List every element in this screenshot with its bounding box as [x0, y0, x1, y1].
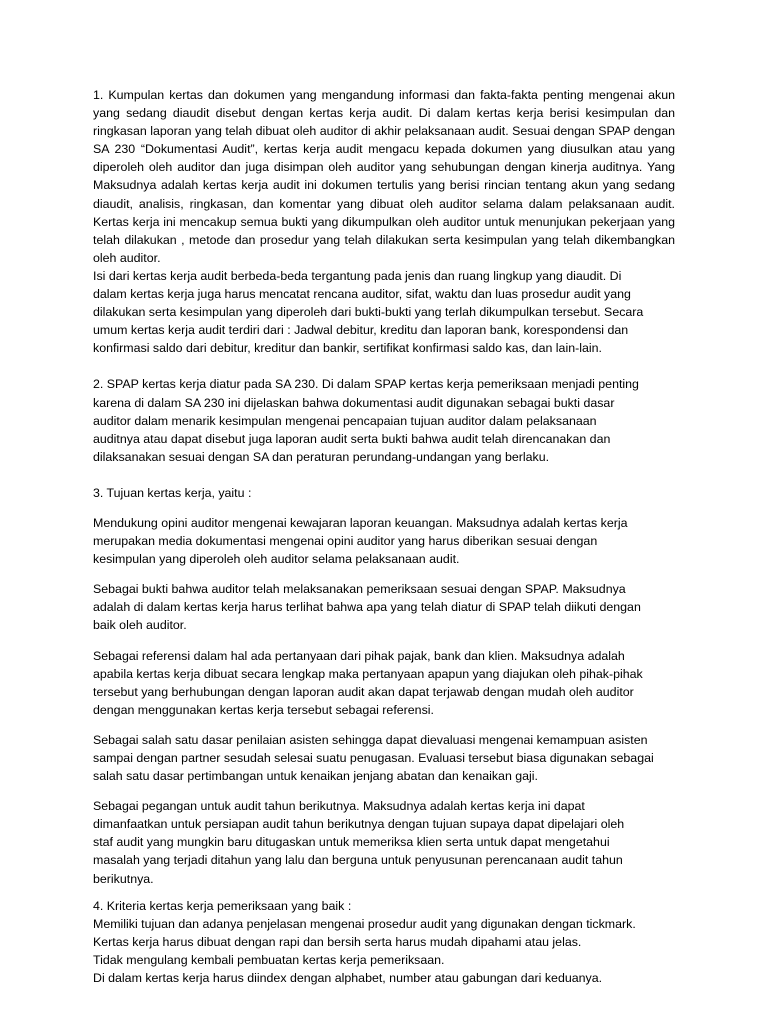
text-line: sampai dengan partner sesudah selesai suatu penugasan. Evaluasi tersebut biasa digunakan sebagai [93, 751, 654, 765]
text-line: adalah di dalam kertas kerja harus terlihat bahwa apa yang telah diatur di SPAP telah diikuti dengan [93, 600, 641, 615]
text-line: Sebagai bukti bahwa auditor telah melaksanakan pemeriksaan sesuai dengan SPAP. Maksudnya [93, 582, 626, 597]
text-line: Isi dari kertas kerja audit berbeda-beda tergantung pada jenis dan ruang lingkup yang diaudit. Di [93, 268, 622, 283]
objective-item [93, 580, 675, 634]
text-line: auditnya atau dapat disebut juga laporan audit serta bukti bahwa audit telah direncanakan dan [93, 431, 611, 446]
text-line: auditor dalam menarik kesimpulan mengenai pencapaian tujuan auditor dalam pelaksanaan [93, 413, 597, 428]
section-4 [93, 897, 675, 987]
objective-item [93, 797, 675, 887]
objective-item [93, 731, 675, 785]
text-line: Sebagai referensi dalam hal ada pertanyaan dari pihak pajak, bank dan klien. Maksudnya adalah [93, 648, 625, 663]
text-line: kesimpulan yang diperoleh oleh auditor selama pelaksanaan audit. [93, 552, 460, 567]
section-heading: 3. Tujuan kertas kerja, yaitu : [93, 485, 252, 500]
text-line: Memiliki tujuan dan adanya penjelasan mengenai prosedur audit yang digunakan dengan tickmark. [93, 916, 636, 931]
text-line: karena di dalam SA 230 ini dijelaskan bahwa dokumentasi audit digunakan sebagai bukti dasar [93, 395, 615, 410]
text-line: dilaksanakan sesuai dengan SA dan peraturan perundang-undangan yang berlaku. [93, 449, 550, 464]
text-line: dilakukan serta kesimpulan yang diperoleh dari bukti-bukti yang terlah dikumpulkan tersebut. Secara [93, 305, 644, 320]
text-line: Sebagai salah satu dasar penilaian asisten sehingga dapat dievaluasi mengenai kemampuan asisten [93, 732, 648, 747]
text-line: Mendukung opini auditor mengenai kewajaran laporan keuangan. Maksudnya adalah kertas kerja [93, 515, 628, 530]
text-line: dengan menggunakan kertas kerja tersebut sebagai referensi. [93, 702, 434, 717]
text-line: Tidak mengulang kembali pembuatan kertas kerja pemeriksaan. [93, 952, 445, 967]
text-line: salah satu dasar pertimbangan untuk kenaikan jenjang abatan dan kenaikan gaji. [93, 769, 539, 784]
text-line: baik oleh auditor. [93, 618, 187, 633]
objective-item [93, 647, 675, 719]
text-line: berikutnya. [93, 871, 154, 886]
text-line: dalam kertas kerja juga harus mencatat rencana auditor, sifat, waktu dan luas prosedur audit yang [93, 287, 631, 302]
text-line: masalah yang terjadi ditahun yang lalu dan berguna untuk penyusunan perencanaan audit tahun [93, 853, 623, 868]
text-line: Sebagai pegangan untuk audit tahun berikutnya. Maksudnya adalah kertas kerja ini dapat [93, 799, 585, 814]
text-line: tersebut yang berhubungan dengan laporan audit akan dapat terjawab dengan mudah oleh auditor [93, 684, 634, 699]
section-1 [93, 86, 675, 357]
text-line: konfirmasi saldo dari debitur, kreditur dan bankir, sertifikat konfirmasi saldo kas, dan lain-lain. [93, 341, 602, 356]
document-page [93, 86, 675, 987]
section-3 [93, 484, 675, 888]
text-line: staf audit yang mungkin baru ditugaskan untuk memeriksa klien serta untuk dapat mengetahui [93, 835, 610, 850]
section-heading: 4. Kriteria kertas kerja pemeriksaan yang baik : [93, 898, 352, 913]
text-line: umum kertas kerja audit terdiri dari : Jadwal debitur, kreditu dan laporan bank, korespondensi dan [93, 323, 629, 338]
text-line: Di dalam kertas kerja harus diindex dengan alphabet, number atau gabungan dari keduanya. [93, 971, 603, 986]
text-line: dimanfaatkan untuk persiapan audit tahun berikutnya dengan tujuan supaya dapat dipelajari oleh [93, 817, 625, 832]
section-1-paragraph-2 [93, 267, 675, 357]
text-line: merupakan media dokumentasi mengenai opini auditor yang harus diberikan sesuai dengan [93, 534, 598, 549]
text-line: Kertas kerja harus dibuat dengan rapi dan bersih serta harus mudah dipahami atau jelas. [93, 934, 582, 949]
section-1-paragraph-1: 1. Kumpulan kertas dan dokumen yang mengandung informasi dan fakta-fakta penting mengenai akun yang sedang diaudit disebut dengan kertas kerja audit. Di dalam kertas kerja berisi kesimpulan dan ringkasan laporan yang telah dibuat oleh auditor di akhir pelaksanaan audit. Sesuai dengan SPAP dengan SA 230 “Dokumentasi Audit”, kertas kerja audit mengacu kepada dokumen yang diusulkan atau yang diperoleh oleh auditor dan juga disimpan oleh auditor yang sehubungan dengan kinerja auditnya. Yang Maksudnya adalah kertas kerja audit ini dokumen tertulis yang berisi rincian tentang akun yang sedang diaudit, analisis, ringkasan, dan komentar yang dibuat oleh auditor selama dalam pelaksanaan audit. Kertas kerja ini mencakup semua bukti yang dikumpulkan oleh auditor untuk menunjukan pekerjaan yang telah dilakukan , metode dan prosedur yang telah dilakukan serta kesimpulan yang telah dikembangkan oleh auditor. [93, 88, 675, 265]
objective-item [93, 514, 675, 568]
section-2 [93, 375, 675, 465]
text-line: apabila kertas kerja dibuat secara lengkap maka pertanyaan apapun yang diajukan oleh pihak-pihak [93, 666, 643, 681]
text-line: 2. SPAP kertas kerja diatur pada SA 230. Di dalam SPAP kertas kerja pemeriksaan menjadi penting [93, 377, 639, 392]
